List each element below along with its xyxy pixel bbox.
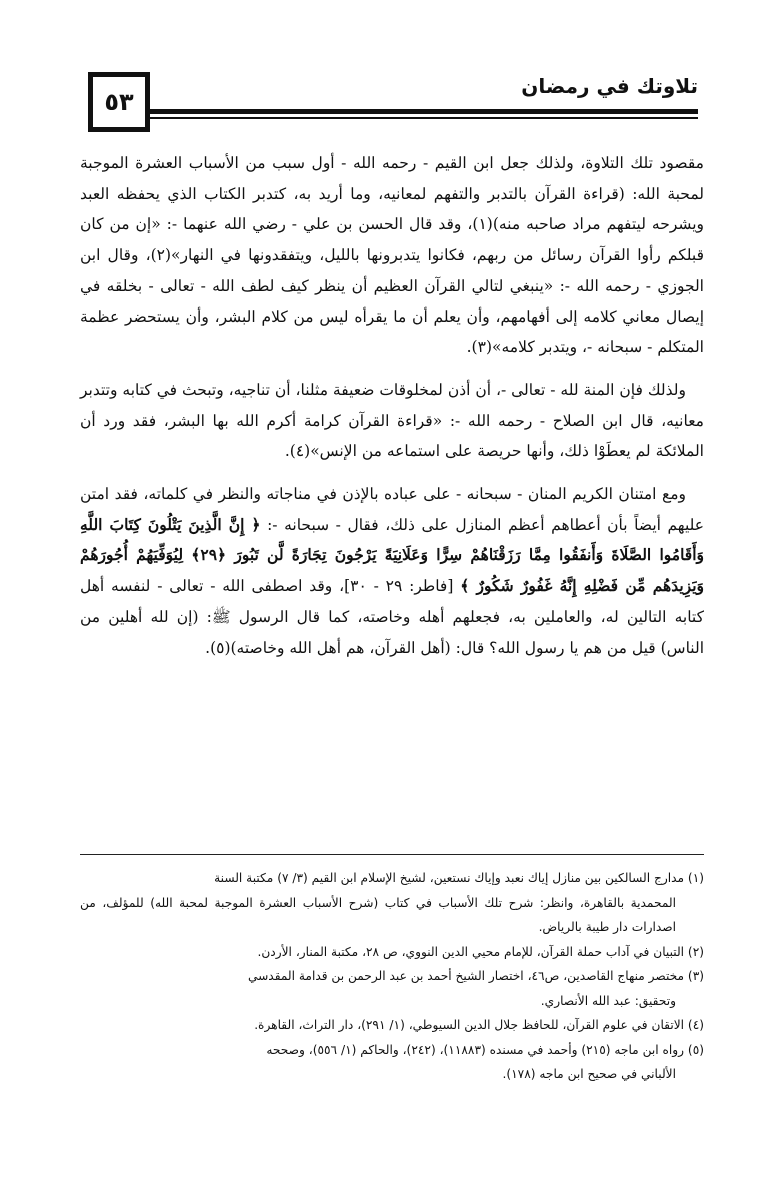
quran-verse: ﴿ إِنَّ الَّذِينَ يَتْلُونَ كِتَابَ اللَّهِ وَأَقَامُوا الصَّلَاةَ وَأَنفَقُوا مِمَّا رَزَقْنَاهُمْ سِرًّا وَعَلَانِيَةً يَرْجُونَ تِجَارَةً لَّن تَبُورَ ﴿٢٩﴾ لِيُوَفِّيَهُمْ أُجُورَهُمْ وَيَزِيدَهُم مِّن فَضْلِهِ إِنَّهُ غَفُورٌ شَكُورٌ ﴾: [80, 514, 705, 596]
footnote-5-continued: الألباني في صحيح ابن ماجه (١٧٨).: [502, 1067, 676, 1081]
header-rule-thick: [146, 109, 698, 114]
paragraph-1: مقصود تلك التلاوة، ولذلك جعل ابن القيم - رحمه الله - أول سبب من الأسباب العشرة الموجبة لمحبة الله: (قراءة القرآن بالتدبر والتفهم لمعانيه، وما أريد به، كتدبر الكتاب الذي يحفظه العبد ويشرحه ليتفهم مراد صاحبه منه)(١)، وقد قال الحسن بن علي - رضي الله عنهما -: «إن من كان قبلكم رأوا القرآن رسائل من ربهم، فكانوا يتدبرونها بالليل، ويتفقدونها في النهار»(٢)، وقال ابن الجوزي - رحمه الله -: «ينبغي لتالي القرآن العظيم أن ينظر كيف لطف الله - تعالى - بخلقه في إيصال معاني كلامه إلى أفهامهم، وأن يعلم أن ما يقرأه ليس من كلام البشر، وأن يستحضر عظمة المتكلم - سبحانه -، ويتدبر كلامه»(٣).: [80, 154, 705, 357]
footnote-3-text: (٣) مختصر منهاج القاصدين، ص٤٦، اختصار الشيخ أحمد بن عبد الرحمن بن قدامة المقدسي: [247, 969, 704, 983]
footnote-1: [80, 866, 704, 940]
footnotes: [80, 866, 704, 1087]
paragraph-3: [80, 479, 704, 663]
page-number: ٥٣: [88, 72, 150, 132]
footnote-5: [80, 1038, 704, 1087]
page-header: [88, 72, 698, 138]
footnote-3-continued: وتحقيق: عبد الله الأنصاري.: [540, 993, 676, 1008]
running-title: تلاوتك في رمضان: [521, 74, 698, 98]
footnote-4-text: (٤) الاتقان في علوم القرآن، للحافظ جلال الدين السيوطي، (١/ ٢٩١)، دار التراث، القاهرة.: [254, 1018, 704, 1032]
footnote-3: [80, 964, 704, 1013]
footnote-4: [80, 1013, 704, 1038]
footnote-1-text: (١) مدارج السالكين بين منازل إياك نعبد وإياك نستعين، لشيخ الإسلام ابن القيم (٣/ ٧) مكتبة السنة: [214, 871, 704, 885]
footnote-1-continued: المحمدية بالقاهرة، وانظر: شرح تلك الأسباب في كتاب (شرح الأسباب العشرة الموجبة لمحبة الله) للمؤلف، من اصدارات دار طيبة بالرياض.: [80, 895, 676, 934]
paragraph-3-end: [فاطر: ٢٩ - ٣٠]، وقد اصطفى الله - تعالى - لنفسه أهل كتابه التالين له، والعاملين به، فجعلهم أهله وخاصته، كما قال الرسول ﷺ: (إن لله أهلين من الناس) قيل من هم يا رسول الله؟ قال: (أهل القرآن، هم أهل الله وخاصته)(٥).: [80, 577, 704, 657]
paragraph-3-intro: ومع امتنان الكريم المنان - سبحانه - على عباده بالإذن في مناجاته والنظر في كلماته، فقد امتن عليهم أيضاً بأن أعطاهم أعظم المنازل على ذلك، فقال - سبحانه -:: [80, 485, 705, 534]
main-text: [80, 148, 704, 663]
footnote-separator: [80, 854, 704, 855]
footnote-2: [80, 940, 704, 965]
paragraph-2: ولذلك فإن المنة لله - تعالى -، أن أذن لمخلوقات ضعيفة مثلنا، أن تناجيه، وتبحث في كتابه وتتدبر معانيه، قال ابن الصلاح - رحمه الله -: «قراءة القرآن كرامة أكرم الله بها البشر، فقد ورد أن الملائكة لم يعطَوْا ذلك، وأنها حريصة على استماعه من الإنس»(٤).: [80, 380, 704, 461]
footnote-5-text: (٥) رواه ابن ماجه (٢١٥) وأحمد في مسنده (١١٨٨٣)، (٢٤٢)، والحاكم (١/ ٥٥٦)، وصححه: [266, 1042, 704, 1057]
footnote-2-text: (٢) التبيان في آداب حملة القرآن، للإمام محيي الدين النووي، ص ٢٨، مكتبة المنار، الأردن.: [257, 944, 704, 959]
header-rule-thin: [146, 117, 698, 119]
